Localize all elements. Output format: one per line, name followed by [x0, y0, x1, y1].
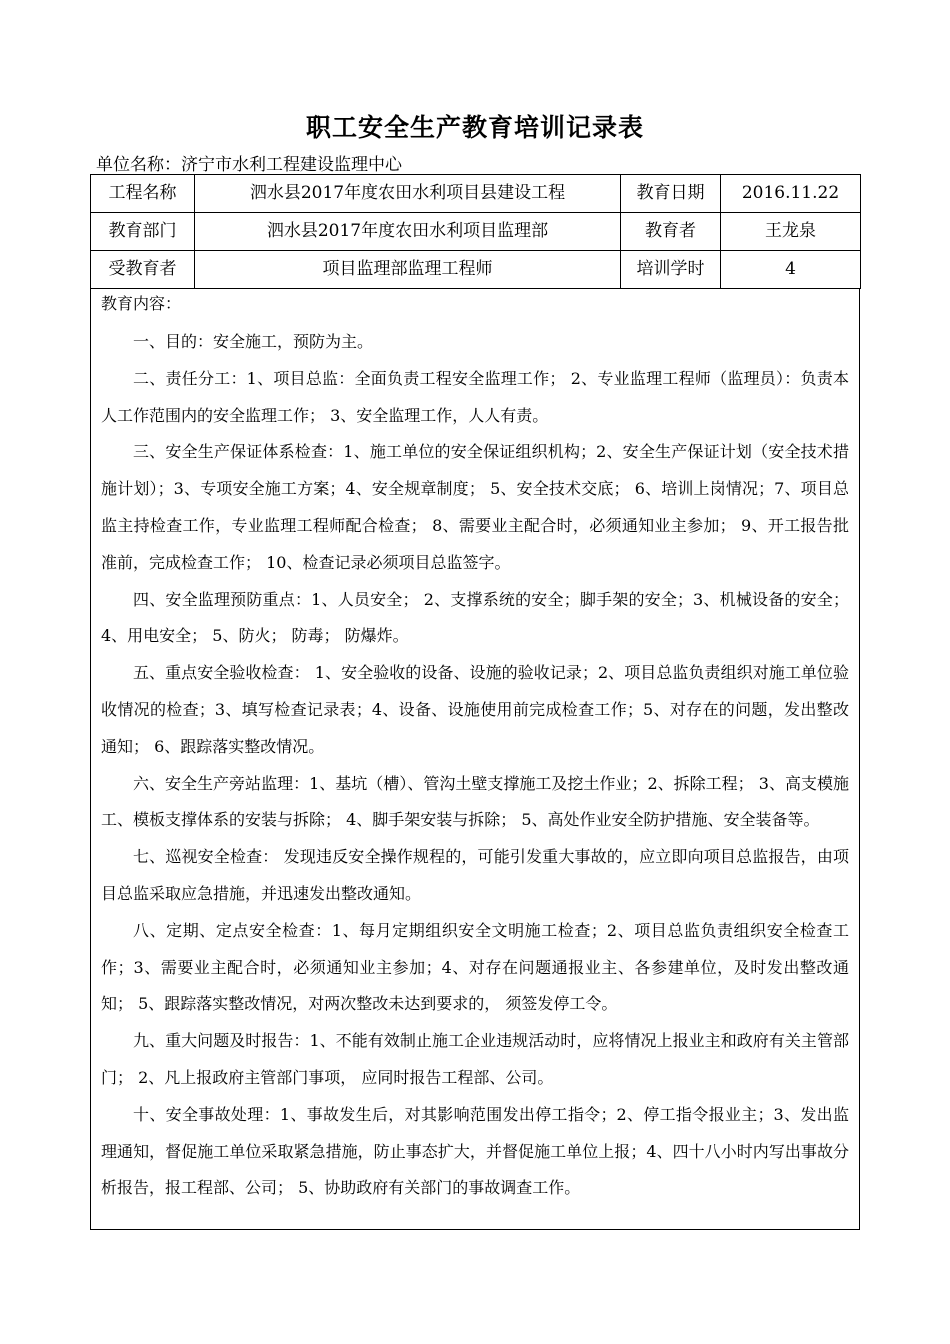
table-row [91, 175, 861, 213]
info-table [90, 174, 861, 289]
table-row [91, 213, 861, 251]
content-paragraph: 四、安全监理预防重点：1、人员安全； 2、支撑系统的安全；脚手架的安全；3、机械设备的安全； 4、用电安全； 5、防火； 防毒； 防爆炸。 [101, 589, 849, 646]
content-paragraph: 二、责任分工：1、项目总监：全面负责工程安全监理工作； 2、专业监理工程师（监理员）：负责本人工作范围内的安全监理工作； 3、安全监理工作，人人有责。 [101, 368, 849, 425]
educator-label: 教育者 [621, 213, 721, 251]
content-label: 教育内容： [101, 294, 182, 313]
content-box [90, 288, 860, 1230]
content-body [101, 324, 849, 1207]
content-paragraph: 八、定期、定点安全检查：1、每月定期组织安全文明施工检查；2、项目总监负责组织安全检查工作；3、需要业主配合时，必须通知业主参加；4、对存在问题通报业主、各参建单位，及时发出整改通知； 5、跟踪落实整改情况，对两次整改未达到要求的， 须签发停工令。 [101, 920, 849, 1014]
content-paragraph: 一、目的：安全施工，预防为主。 [133, 332, 374, 351]
training-hours-label: 培训学时 [621, 251, 721, 289]
content-paragraph: 十、安全事故处理：1、事故发生后，对其影响范围发出停工指令；2、停工指令报业主；3、发出监理通知，督促施工单位采取紧急措施，防止事态扩大，并督促施工单位上报；4、四十八小时内写出事故分析报告，报工程部、公司； 5、协助政府有关部门的事故调查工作。 [101, 1104, 849, 1198]
content-paragraph: 五、重点安全验收检查： 1、安全验收的设备、设施的验收记录；2、项目总监负责组织对施工单位验收情况的检查；3、填写检查记录表；4、设备、设施使用前完成检查工作；5、对存在的问题，发出整改通知； 6、跟踪落实整改情况。 [101, 663, 849, 756]
education-date-value: 2016.11.22 [721, 175, 861, 213]
content-paragraph: 六、安全生产旁站监理：1、基坑（槽）、管沟土壁支撑施工及挖土作业；2、拆除工程； 3、高支模施工、模板支撑体系的安装与拆除； 4、脚手架安装与拆除； 5、高处作业安全防护措施、安全装备等。 [101, 773, 849, 830]
document-title: 职工安全生产教育培训记录表 [305, 113, 644, 142]
project-name-value: 泗水县2017年度农田水利项目县建设工程 [195, 175, 621, 213]
trainee-value: 项目监理部监理工程师 [195, 251, 621, 289]
content-paragraph: 九、重大问题及时报告：1、不能有效制止施工企业违规活动时，应将情况上报业主和政府有关主管部门； 2、凡上报政府主管部门事项， 应同时报告工程部、公司。 [101, 1031, 849, 1087]
department-value: 泗水县2017年度农田水利项目监理部 [195, 213, 621, 251]
content-paragraph: 三、安全生产保证体系检查：1、施工单位的安全保证组织机构；2、安全生产保证计划（安全技术措施计划）；3、专项安全施工方案；4、安全规章制度； 5、安全技术交底； 6、培训上岗情况；7、项目总监主持检查工作，专业监理工程师配合检查； 8、需要业主配合时，必须通知业主参加； 9、开工报告批准前，完成检查工作； 10、检查记录必须项目总监签字。 [101, 442, 849, 572]
content-paragraph: 七、巡视安全检查： 发现违反安全操作规程的，可能引发重大事故的，应立即向项目总监报告，由项目总监采取应急措施，并迅速发出整改通知。 [101, 847, 849, 903]
education-date-label: 教育日期 [621, 175, 721, 213]
table-row [91, 251, 861, 289]
trainee-label: 受教育者 [91, 251, 195, 289]
unit-name: 单位名称：济宁市水利工程建设监理中心 [96, 155, 402, 175]
educator-value: 王龙泉 [721, 213, 861, 251]
project-name-label: 工程名称 [91, 175, 195, 213]
department-label: 教育部门 [91, 213, 195, 251]
training-hours-value: 4 [721, 251, 861, 289]
